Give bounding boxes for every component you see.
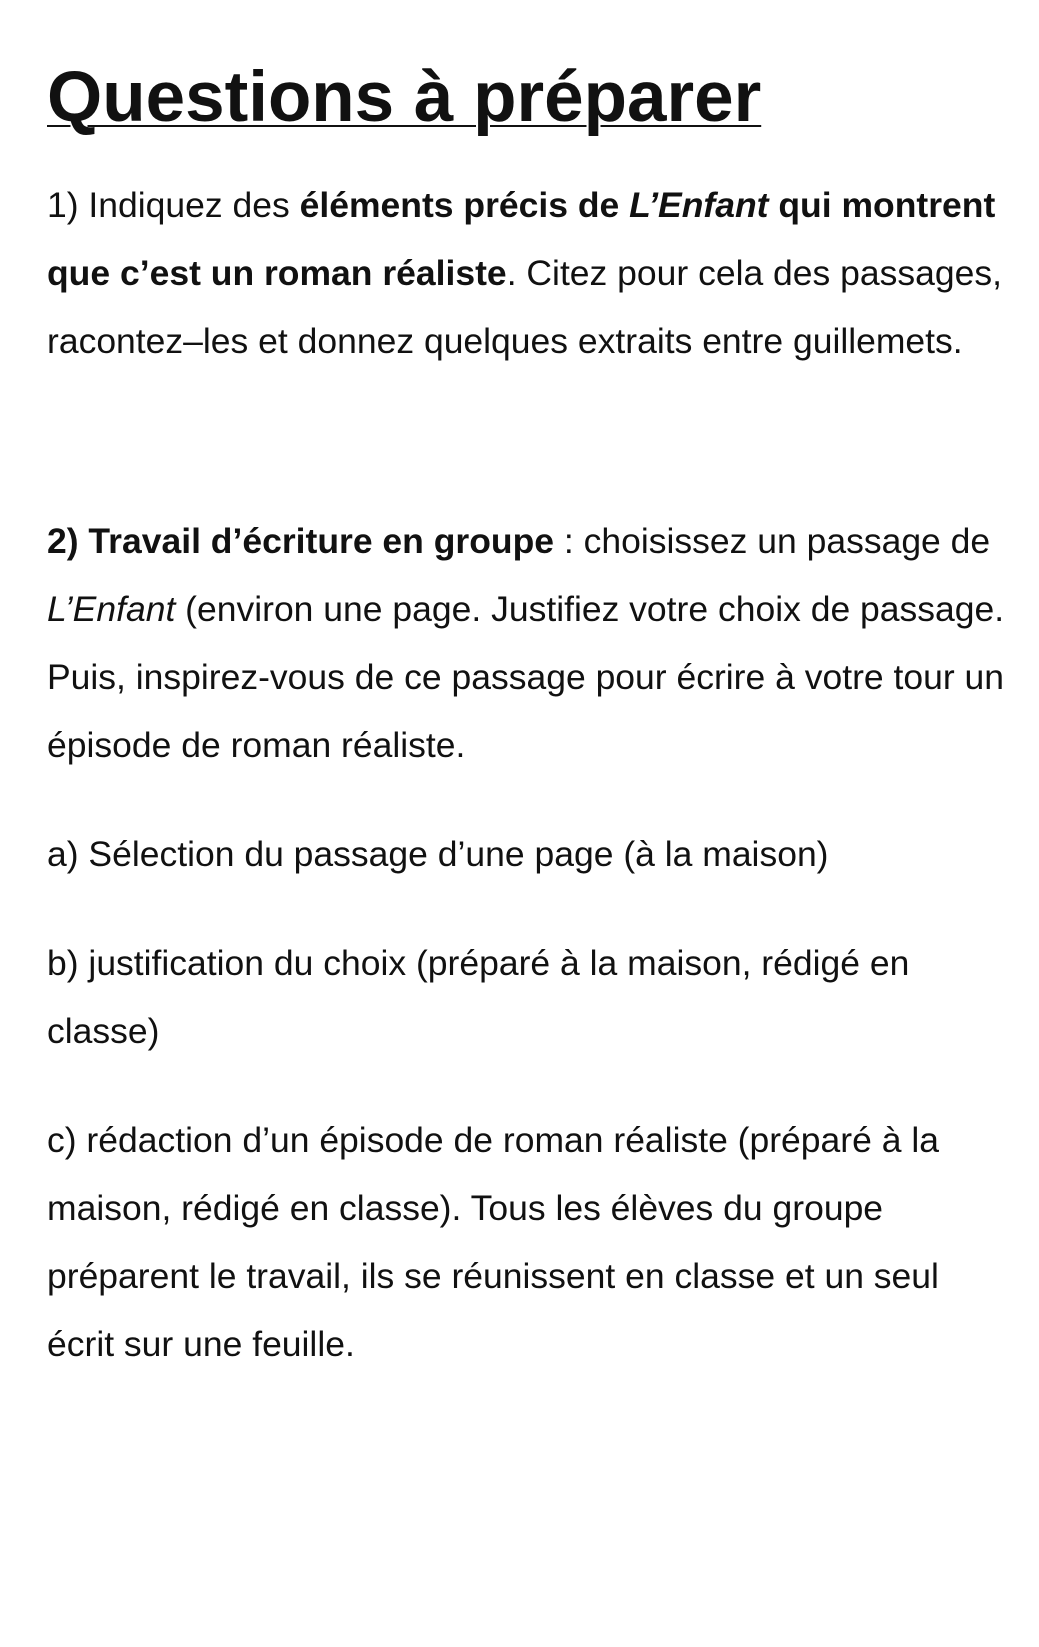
question-1-intro: 1) Indiquez des (47, 185, 300, 225)
page-title: Questions à préparer (47, 58, 762, 137)
step-b: b) justification du choix (préparé à la maison, rédigé en classe) (47, 943, 910, 1051)
step-c: c) rédaction d’un épisode de roman réaliste (préparé à la maison, rédigé en classe). Tous les élèves du groupe préparent le travail, ils se réunissent en classe et un seul écrit sur une feuille. (47, 1120, 939, 1364)
question-2-text-start: : choisissez un passage de (554, 521, 991, 561)
step-a: a) Sélection du passage d’une page (à la maison) (47, 834, 829, 874)
question-1-emphasis-end: qui montrent que c’est un roman réaliste (47, 185, 996, 293)
document-page (47, 58, 1007, 1378)
question-1-instructions: . Citez pour cela des passages, racontez–les et donnez quelques extraits entre guillemets. (47, 253, 1002, 361)
book-title-lenfant: L’Enfant (629, 185, 769, 225)
question-2-heading: 2) Travail d’écriture en groupe (47, 521, 555, 561)
book-title-lenfant-2: L’Enfant (47, 589, 176, 629)
question-2 (47, 507, 1007, 779)
question-2-text-end: (environ une page. Justifiez votre choix de passage. Puis, inspirez-vous de ce passage pour écrire à votre tour un épisode de roman réaliste. (47, 589, 1005, 765)
question-1-emphasis-start: éléments précis de (299, 185, 630, 225)
question-1 (47, 171, 1007, 375)
